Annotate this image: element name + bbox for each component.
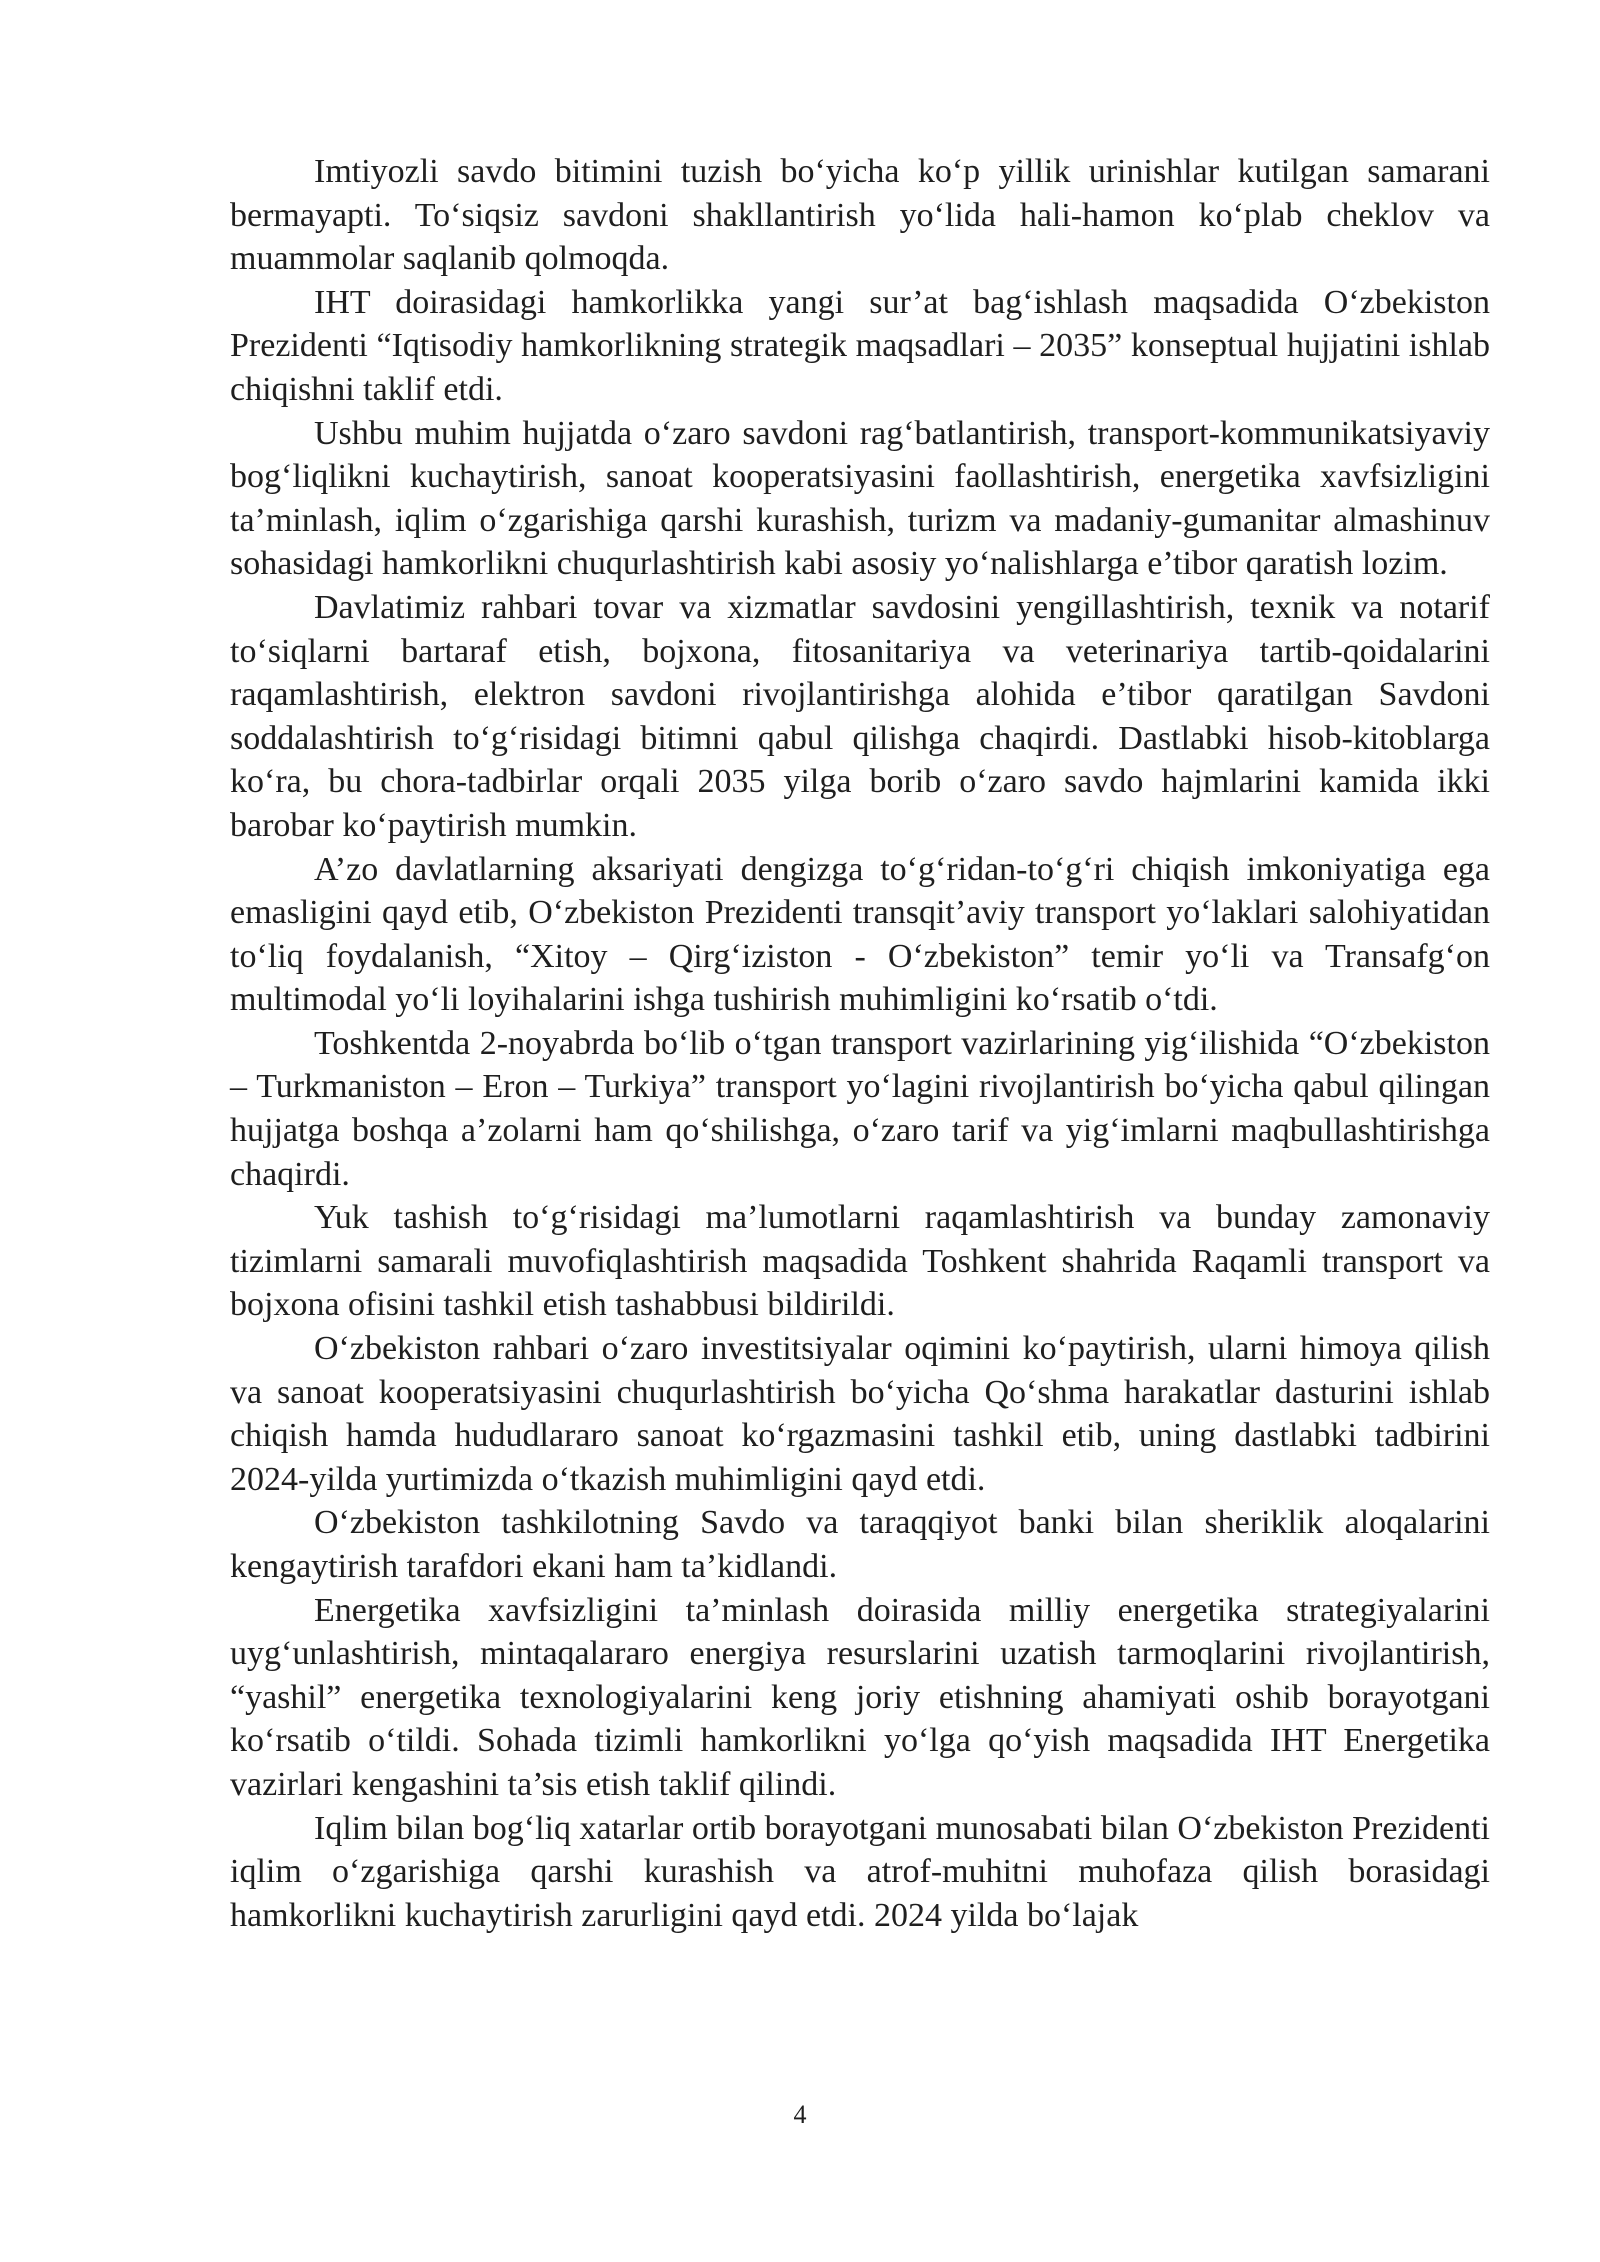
paragraph-10: Energetika xavfsizligini ta’minlash doirasida milliy energetika strategiyalarini uyg‘unlashtirish, mintaqalararo energiya resurslarini uzatish tarmoqlarini rivojlantirish, “yashil” energetika texnologiyalarini keng joriy etishning ahamiyati oshib borayotgani ko‘rsatib o‘tildi. Sohada tizimli hamkorlikni yo‘lga qo‘yish maqsadida IHT Energetika vazirlari kengashini ta’sis etish taklif qilindi. xyxy=(230,1591,1490,1803)
paragraph-5: A’zo davlatlarning aksariyati dengizga to‘g‘ridan-to‘g‘ri chiqish imkoniyatiga ega emasligini qayd etib, O‘zbekiston Prezidenti transqit’aviy transport yo‘laklari salohiyatidan to‘liq foydalanish, “Xitoy – Qirg‘iziston - O‘zbekiston” temir yo‘li va Transafg‘on multimodal yo‘li loyihalarini ishga tushirish muhimligini ko‘rsatib o‘tdi. xyxy=(230,850,1490,1019)
paragraph-4: Davlatimiz rahbari tovar va xizmatlar savdosini yengillashtirish, texnik va notarif to‘siqlarni bartaraf etish, bojxona, fitosanitariya va veterinariya tartib-qoidalarini raqamlashtirish, elektron savdoni rivojlantirishga alohida e’tibor qaratilgan Savdoni soddalashtirish to‘g‘risidagi bitimni qabul qilishga chaqirdi. Dastlabki hisob-kitoblarga ko‘ra, bu chora-tadbirlar orqali 2035 yilga borib o‘zaro savdo hajmlarini kamida ikki barobar ko‘paytirish mumkin. xyxy=(230,588,1490,844)
paragraph-2: IHT doirasidagi hamkorlikka yangi sur’at bag‘ishlash maqsadida O‘zbekiston Prezidenti “Iqtisodiy hamkorlikning strategik maqsadlari – 2035” konseptual hujjatini ishlab chiqishni taklif etdi. xyxy=(230,283,1490,408)
paragraph-11: Iqlim bilan bog‘liq xatarlar ortib borayotgani munosabati bilan O‘zbekiston Prezidenti iqlim o‘zgarishiga qarshi kurashish va atrof-muhitni muhofaza qilish borasidagi hamkorlikni kuchaytirish zarurligini qayd etdi. 2024 yilda bo‘lajak xyxy=(230,1809,1490,1934)
paragraph-8: O‘zbekiston rahbari o‘zaro investitsiyalar oqimini ko‘paytirish, ularni himoya qilish va sanoat kooperatsiyasini chuqurlashtirish bo‘yicha Qo‘shma harakatlar dasturini ishlab chiqish hamda hududlararo sanoat ko‘rgazmasini tashkil etib, uning dastlabki tadbirini 2024-yilda yurtimizda o‘tkazish muhimligini qayd etdi. xyxy=(230,1330,1490,1498)
document-body xyxy=(230,150,1490,1937)
paragraph-6: Toshkentda 2-noyabrda bo‘lib o‘tgan transport vazirlarining yig‘ilishida “O‘zbekiston – Turkmaniston – Eron – Turkiya” transport yo‘lagini rivojlantirish bo‘yicha qabul qilingan hujjatga boshqa a’zolarni ham qo‘shilishga, o‘zaro tarif va yig‘imlarni maqbullashtirishga chaqirdi. xyxy=(230,1024,1490,1193)
paragraph-7: Yuk tashish to‘g‘risidagi ma’lumotlarni raqamlashtirish va bunday zamonaviy tizimlarni samarali muvofiqlashtirish maqsadida Toshkent shahrida Raqamli transport va bojxona ofisini tashkil etish tashabbusi bildirildi. xyxy=(230,1199,1490,1324)
paragraph-3: Ushbu muhim hujjatda o‘zaro savdoni rag‘batlantirish, transport-kommunikatsiyaviy bog‘liqlikni kuchaytirish, sanoat kooperatsiyasini faollashtirish, energetika xavfsizligini ta’minlash, iqlim o‘zgarishiga qarshi kurashish, turizm va madaniy-gumanitar almashinuv sohasidagi hamkorlikni chuqurlashtirish kabi asosiy yo‘nalishlarga e’tibor qaratish lozim. xyxy=(230,414,1490,583)
paragraph-9: O‘zbekiston tashkilotning Savdo va taraqqiyot banki bilan sheriklik aloqalarini kengaytirish tarafdori ekani ham ta’kidlandi. xyxy=(230,1504,1490,1585)
page-number: 4 xyxy=(793,2100,807,2129)
paragraph-1: Imtiyozli savdo bitimini tuzish bo‘yicha ko‘p yillik urinishlar kutilgan samarani bermayapti. To‘siqsiz savdoni shakllantirish yo‘lida hali-hamon ko‘plab cheklov va muammolar saqlanib qolmoqda. xyxy=(230,153,1490,278)
